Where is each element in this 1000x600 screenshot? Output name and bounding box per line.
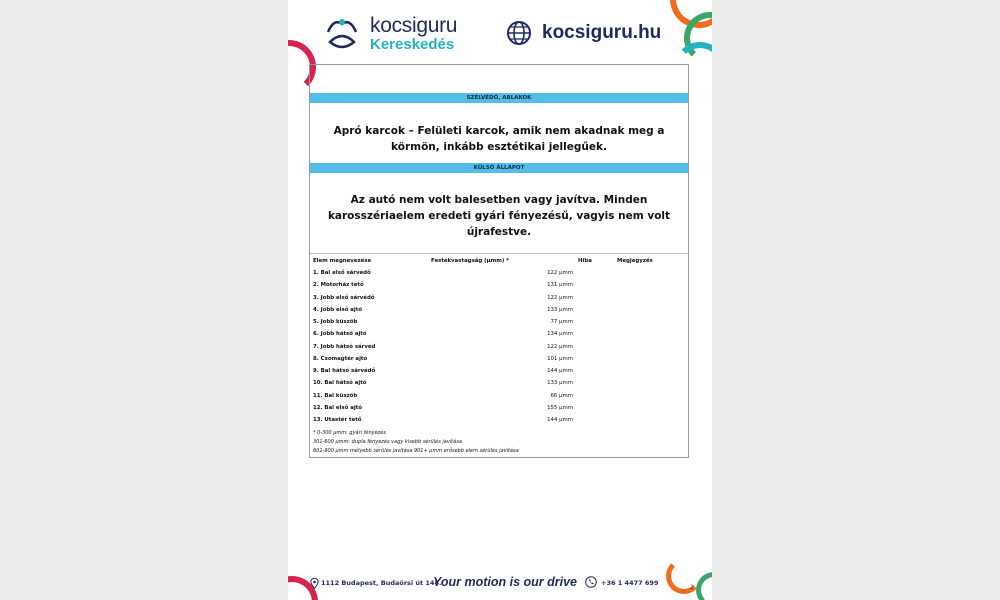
globe-icon <box>506 20 532 46</box>
col-header-item: Elem megnevezése <box>313 258 372 264</box>
table-row <box>313 356 687 368</box>
phone-icon <box>585 576 597 588</box>
table-row <box>313 405 687 417</box>
row-item-name: 11. Bal küszöb <box>313 392 358 399</box>
table-row <box>313 380 687 392</box>
brand-logo <box>324 12 474 56</box>
report-box <box>309 64 689 458</box>
footer-slogan: Your motion is our drive <box>433 575 577 589</box>
col-header-note: Megjegyzés <box>617 258 653 264</box>
windows-description: Apró karcok – Felületi karcok, amik nem akadnak meg a körmön, inkább esztétikai jellegűek. <box>333 125 665 153</box>
row-thickness-value: 122 µmm <box>547 270 573 276</box>
row-item-name: 6. Jobb hátsó ajtó <box>313 331 367 338</box>
location-pin-icon <box>310 578 319 589</box>
footer <box>288 568 712 598</box>
row-thickness-value: 133 µmm <box>547 380 573 387</box>
table-row <box>313 331 687 343</box>
col-header-defect: Hiba <box>578 258 592 264</box>
row-item-name: 9. Bal hátsó sárvédő <box>313 368 376 374</box>
brand-name: kocsiguru <box>370 14 458 37</box>
row-item-name: 7. Jobb hátsó sárvéd <box>313 343 376 350</box>
row-item-name: 8. Csomagtér ajtó <box>313 355 368 362</box>
row-thickness-value: 131 µmm <box>547 282 573 289</box>
row-item-name: 1. Bal első sárvédő <box>313 270 371 276</box>
table-row <box>313 319 687 331</box>
page-number: 2 <box>690 584 694 591</box>
table-row <box>313 270 687 282</box>
row-thickness-value: 66 µmm <box>550 392 573 399</box>
row-item-name: 12. Bal első ajtó <box>313 404 362 411</box>
table-row <box>313 295 687 307</box>
exterior-description: Az autó nem volt balesetben vagy javítva. Minden karosszériaelem eredeti gyári fényezésű, vagyis nem volt újrafestve. <box>327 194 671 238</box>
row-thickness-value: 144 µmm <box>547 368 573 374</box>
table-row <box>313 344 687 356</box>
row-item-name: 5. Jobb küszöb <box>313 319 358 325</box>
row-thickness-value: 122 µmm <box>547 294 573 301</box>
row-thickness-value: 155 µmm <box>547 404 573 411</box>
section-header-windows: SZÉLVÉDŐ, ABLAKOK <box>310 93 688 103</box>
table-divider <box>310 253 688 254</box>
website-url[interactable]: kocsiguru.hu <box>542 22 662 43</box>
row-thickness-value: 101 µmm <box>547 355 573 362</box>
guru-logo-icon <box>324 16 360 50</box>
table-row <box>313 393 687 405</box>
brand-subtitle: Kereskedés <box>370 36 455 53</box>
footer-address: 1112 Budapest, Budaörsi út 148. <box>321 579 442 587</box>
row-thickness-value: 133 µmm <box>547 306 573 313</box>
legend-note: * 0-300 µmm: gyári fényezés <box>313 430 386 436</box>
row-item-name: 2. Motorház tető <box>313 282 364 289</box>
row-item-name: 3. Jobb első sárvédő <box>313 294 375 301</box>
row-item-name: 13. Utastér tető <box>313 417 362 423</box>
legend-notes <box>313 429 519 456</box>
row-item-name: 10. Bal hátsó ajtó <box>313 380 367 387</box>
row-thickness-value: 144 µmm <box>547 417 573 423</box>
row-thickness-value: 122 µmm <box>547 343 573 350</box>
table-row <box>313 417 687 429</box>
document-page <box>288 0 712 600</box>
table-row <box>313 307 687 319</box>
legend-note: 301-600 µmm: dupla fényezés vagy kisebb sérülés javítása <box>313 439 462 445</box>
footer-phone[interactable]: +36 1 4477 699 <box>601 579 659 587</box>
table-row <box>313 282 687 294</box>
row-thickness-value: 77 µmm <box>550 319 573 325</box>
row-thickness-value: 134 µmm <box>547 331 573 338</box>
row-item-name: 4. Jobb első ajtó <box>313 306 363 313</box>
section-header-exterior: KÜLSŐ ÁLLAPOT <box>310 163 688 173</box>
col-header-thickness: Festékvastagság (µmm) * <box>431 258 509 264</box>
website-badge <box>506 18 676 50</box>
legend-note: 601-900 µmm mélyebb sérülés javítása 901+ µmm erősebb elem sérülés javítása <box>313 448 519 454</box>
table-row <box>313 368 687 380</box>
